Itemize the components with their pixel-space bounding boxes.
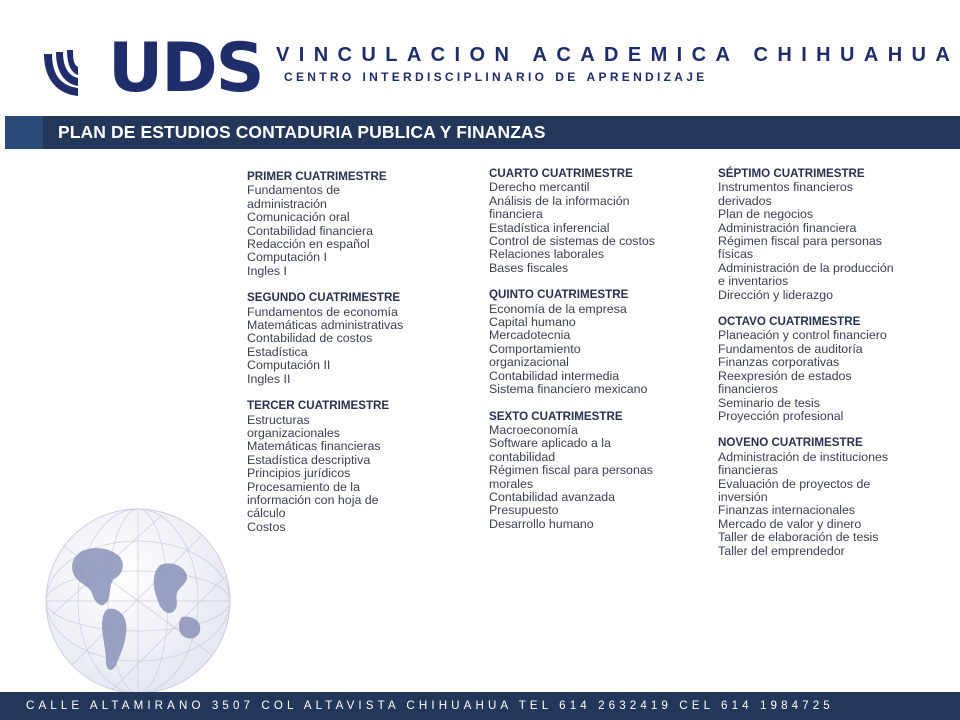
subject-item: Costos bbox=[247, 519, 286, 534]
subject-item: Fundamentos de auditoría bbox=[718, 341, 863, 356]
title-bar bbox=[5, 116, 960, 149]
semester-title: TERCER CUATRIMESTRE bbox=[247, 399, 390, 413]
semester-title: QUINTO CUATRIMESTRE bbox=[489, 288, 629, 302]
subject-item: Finanzas internacionales bbox=[718, 503, 856, 518]
subject-item: Bases fiscales bbox=[489, 260, 569, 275]
header-subtitle: centro interdisciplinario de aprendizaje bbox=[284, 66, 708, 85]
subject-item: Macroeconomía bbox=[489, 422, 578, 437]
subject-item: Contabilidad avanzada bbox=[489, 489, 616, 504]
subject-item: Administración financiera bbox=[718, 220, 857, 235]
semester-title: SEXTO CUATRIMESTRE bbox=[489, 409, 623, 423]
semester-block bbox=[247, 399, 405, 534]
globe-icon bbox=[42, 505, 234, 697]
subject-item: Instrumentos financieros derivados bbox=[718, 180, 853, 208]
subject-item: Ingles II bbox=[247, 371, 291, 386]
subject-item: Sistema financiero mexicano bbox=[489, 382, 648, 397]
semester-block bbox=[718, 436, 900, 558]
uds-logo bbox=[38, 29, 263, 108]
subject-item: Taller de elaboración de tesis bbox=[718, 530, 879, 545]
semester-title: SÉPTIMO CUATRIMESTRE bbox=[718, 167, 865, 180]
subject-item: Software aplicado a la contabilidad bbox=[489, 436, 611, 464]
title-accent bbox=[5, 116, 43, 149]
subject-item: Administración de instituciones financieras bbox=[718, 449, 889, 478]
subject-item: Contabilidad de costos bbox=[247, 331, 373, 346]
subject-item: Contabilidad intermedia bbox=[489, 368, 620, 383]
subject-item: Régimen fiscal para personas físicas bbox=[718, 234, 882, 262]
subject-item: Redacción en español bbox=[247, 237, 370, 252]
semester-block bbox=[247, 170, 405, 278]
subject-item: Taller del emprendedor bbox=[718, 543, 845, 558]
semester-column-2 bbox=[489, 167, 659, 544]
page-title: PLAN DE ESTUDIOS CONTADURIA PUBLICA Y FINANZAS bbox=[58, 122, 546, 142]
semester-column-1 bbox=[247, 170, 405, 547]
subject-item: Matemáticas financieras bbox=[247, 439, 381, 454]
subject-item: Planeación y control financiero bbox=[718, 328, 887, 343]
subject-item: Ingles I bbox=[247, 263, 287, 278]
subject-item: Régimen fiscal para personas morales bbox=[489, 463, 653, 491]
semester-block bbox=[718, 167, 900, 302]
subject-item: Estadística inferencial bbox=[489, 220, 610, 235]
wheat-emblem-icon bbox=[38, 36, 112, 102]
subject-item: Economía de la empresa bbox=[489, 301, 627, 316]
semester-block bbox=[489, 410, 659, 532]
subject-item: Control de sistemas de costos bbox=[489, 234, 655, 249]
footer-bar bbox=[0, 692, 960, 720]
semester-title: PRIMER CUATRIMESTRE bbox=[247, 170, 387, 183]
semester-title: NOVENO CUATRIMESTRE bbox=[718, 436, 863, 450]
semester-block bbox=[718, 315, 900, 423]
subject-item: Finanzas corporativas bbox=[718, 355, 840, 370]
subject-item: Relaciones laborales bbox=[489, 247, 605, 262]
subject-item: Comunicación oral bbox=[247, 210, 350, 225]
subject-item: Estadística descriptiva bbox=[247, 452, 371, 467]
subject-item: Estadística bbox=[247, 344, 308, 359]
semester-title: SEGUNDO CUATRIMESTRE bbox=[247, 291, 401, 305]
subject-item: Reexpresión de estados financieros bbox=[718, 368, 852, 397]
subject-item: Mercadotecnia bbox=[489, 328, 571, 343]
header-institution: VINCULACION ACADEMICA CHIHUAHUA bbox=[276, 44, 960, 66]
subject-item: Computación II bbox=[247, 358, 331, 373]
subject-item: Análisis de la información financiera bbox=[489, 193, 630, 222]
subject-item: Procesamiento de la información con hoja de cálculo bbox=[247, 479, 379, 521]
logo-text: UDS bbox=[108, 29, 263, 108]
subject-item: Fundamentos de economía bbox=[247, 304, 398, 319]
subject-item: Derecho mercantil bbox=[489, 180, 590, 195]
semester-block bbox=[247, 291, 405, 386]
subject-item: Estructuras organizacionales bbox=[247, 412, 340, 440]
subject-item: Proyección profesional bbox=[718, 408, 844, 423]
subject-item: Matemáticas administrativas bbox=[247, 318, 404, 333]
subject-item: Mercado de valor y dinero bbox=[718, 516, 862, 531]
subject-item: Comportamiento organizacional bbox=[489, 341, 581, 370]
subject-item: Principios jurídicos bbox=[247, 466, 351, 481]
semester-title: CUARTO CUATRIMESTRE bbox=[489, 167, 633, 180]
footer-contact: CALLE ALTAMIRANO 3507 COL ALTAVISTA CHIHUAHUA TEL 614 2632419 CEL 614 1984725 bbox=[26, 699, 834, 712]
subject-item: Contabilidad financiera bbox=[247, 223, 374, 238]
subject-item: Fundamentos de administración bbox=[247, 183, 340, 211]
subject-item: Dirección y liderazgo bbox=[718, 287, 834, 302]
semester-block bbox=[489, 288, 659, 396]
subject-item: Desarrollo humano bbox=[489, 516, 594, 531]
subject-item: Evaluación de proyectos de inversión bbox=[718, 476, 871, 504]
semester-title: OCTAVO CUATRIMESTRE bbox=[718, 315, 861, 329]
subject-item: Capital humano bbox=[489, 315, 576, 330]
subject-item: Plan de negocios bbox=[718, 207, 814, 222]
subject-item: Presupuesto bbox=[489, 503, 559, 518]
subject-item: Administración de la producción e inventarios bbox=[718, 260, 894, 289]
semester-column-3 bbox=[718, 167, 900, 571]
subject-item: Computación I bbox=[247, 250, 327, 265]
semester-block bbox=[489, 167, 659, 275]
subject-item: Seminario de tesis bbox=[718, 395, 820, 410]
